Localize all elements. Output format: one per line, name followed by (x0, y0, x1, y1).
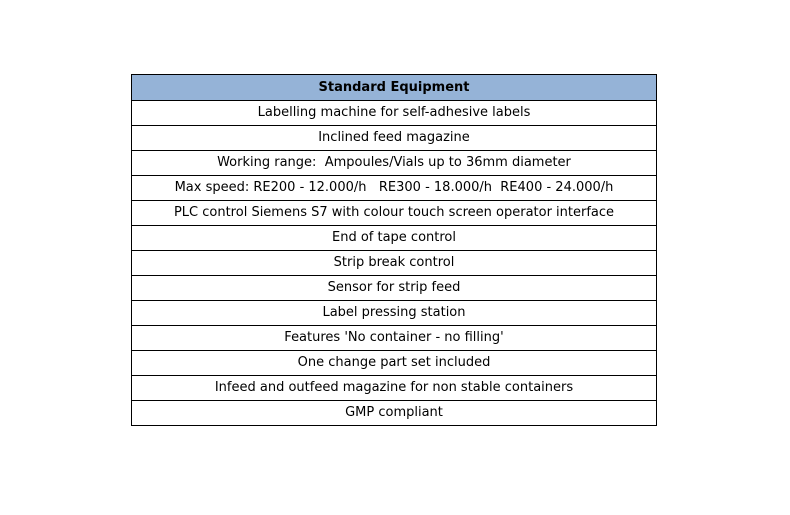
table-row (132, 351, 657, 376)
table-cell: Max speed: RE200 - 12.000/h RE300 - 18.000/h RE400 - 24.000/h (132, 176, 657, 201)
table-cell: PLC control Siemens S7 with colour touch screen operator interface (132, 201, 657, 226)
table-row (132, 326, 657, 351)
table-cell: GMP compliant (132, 401, 657, 426)
table-row (132, 276, 657, 301)
table-row (132, 251, 657, 276)
table-cell: Inclined feed magazine (132, 126, 657, 151)
table-row (132, 376, 657, 401)
table-row (132, 401, 657, 426)
table-row (132, 101, 657, 126)
table-cell: Strip break control (132, 251, 657, 276)
table-row (132, 151, 657, 176)
table-row (132, 301, 657, 326)
table-cell: One change part set included (132, 351, 657, 376)
standard-equipment-table (131, 74, 657, 426)
table-row (132, 176, 657, 201)
table-row (132, 126, 657, 151)
table-header: Standard Equipment (132, 75, 657, 101)
table-cell: Infeed and outfeed magazine for non stable containers (132, 376, 657, 401)
table-row (132, 226, 657, 251)
table-row (132, 201, 657, 226)
table-cell: End of tape control (132, 226, 657, 251)
table-cell: Features 'No container - no filling' (132, 326, 657, 351)
table-cell: Sensor for strip feed (132, 276, 657, 301)
table-header-row (132, 75, 657, 101)
table-cell: Label pressing station (132, 301, 657, 326)
table-cell: Working range: Ampoules/Vials up to 36mm diameter (132, 151, 657, 176)
table-cell: Labelling machine for self-adhesive labels (132, 101, 657, 126)
